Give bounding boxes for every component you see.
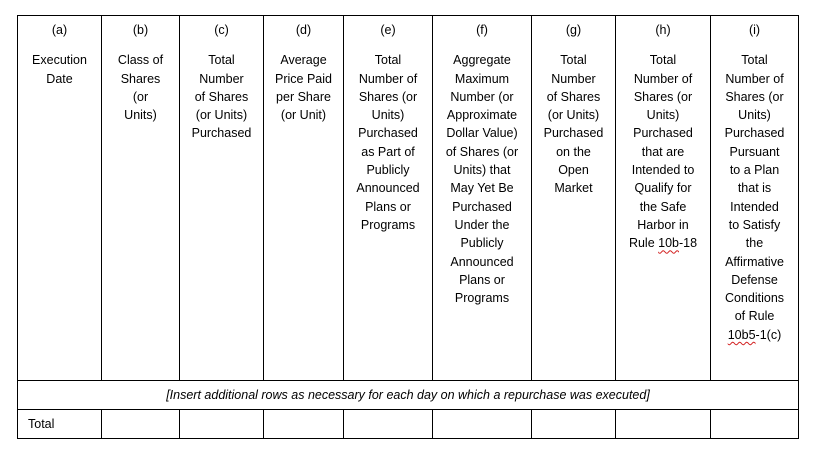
instruction-row	[18, 381, 799, 410]
column-header-d	[264, 16, 344, 381]
column-heading: Total Number of Shares (or Units) Purchased	[191, 53, 252, 141]
column-header-h	[616, 16, 711, 381]
column-letter: (e)	[380, 23, 396, 37]
column-header-f	[433, 16, 532, 381]
column-letter: (d)	[295, 23, 312, 37]
heading-text: -18	[678, 236, 698, 251]
column-heading: Execution Date	[32, 53, 87, 86]
column-heading	[617, 51, 709, 252]
instruction-note: [Insert additional rows as necessary for each day on which a repurchase was executed]	[18, 381, 799, 410]
column-heading: Class of Shares (or Units)	[117, 53, 164, 123]
heading-text: -1(c)	[755, 327, 782, 342]
total-cell-f	[433, 410, 532, 439]
column-heading: Total Number of Shares (or Units) Purchased on the Open Market	[543, 53, 604, 196]
total-cell-b	[102, 410, 180, 439]
heading-text: Total Number of Shares (or Units) Purchased that are Intended to Qualify for the Safe Harbor in Rule	[628, 53, 695, 251]
column-heading	[712, 51, 797, 344]
total-cell-e	[344, 410, 433, 439]
total-cell-h	[616, 410, 711, 439]
total-row	[18, 410, 799, 439]
column-letter: (b)	[132, 23, 149, 37]
total-label: Total	[18, 410, 102, 439]
spellcheck-mark: 10b5	[727, 327, 756, 342]
heading-text: Total Number of Shares (or Units) Purchased Pursuant to a Plan that is Intended to Satisfy the Affirmative Defense Conditions of Rule	[724, 53, 785, 324]
total-cell-d	[264, 410, 344, 439]
column-header-i	[711, 16, 799, 381]
total-cell-c	[180, 410, 264, 439]
column-letter: (c)	[214, 23, 229, 37]
column-header-e	[344, 16, 433, 381]
column-header-a	[18, 16, 102, 381]
column-letter: (f)	[476, 23, 488, 37]
column-heading: Total Number of Shares (or Units) Purchased as Part of Publicly Announced Plans or Programs	[356, 53, 420, 232]
spellcheck-mark: 10b	[658, 236, 679, 251]
column-heading: Average Price Paid per Share (or Unit)	[275, 53, 332, 123]
column-heading: Aggregate Maximum Number (or Approximate Dollar Value) of Shares (or Units) that May Yet Be Purchased Under the Publicly Announced Plans or Programs	[445, 53, 519, 306]
header-row	[18, 16, 799, 381]
repurchase-table	[17, 15, 799, 439]
column-letter: (i)	[748, 23, 761, 37]
total-cell-g	[532, 410, 616, 439]
column-letter: (h)	[655, 23, 671, 37]
column-letter: (a)	[51, 23, 68, 37]
column-header-c	[180, 16, 264, 381]
total-cell-i	[711, 410, 799, 439]
column-letter: (g)	[565, 23, 582, 37]
column-header-g	[532, 16, 616, 381]
column-header-b	[102, 16, 180, 381]
